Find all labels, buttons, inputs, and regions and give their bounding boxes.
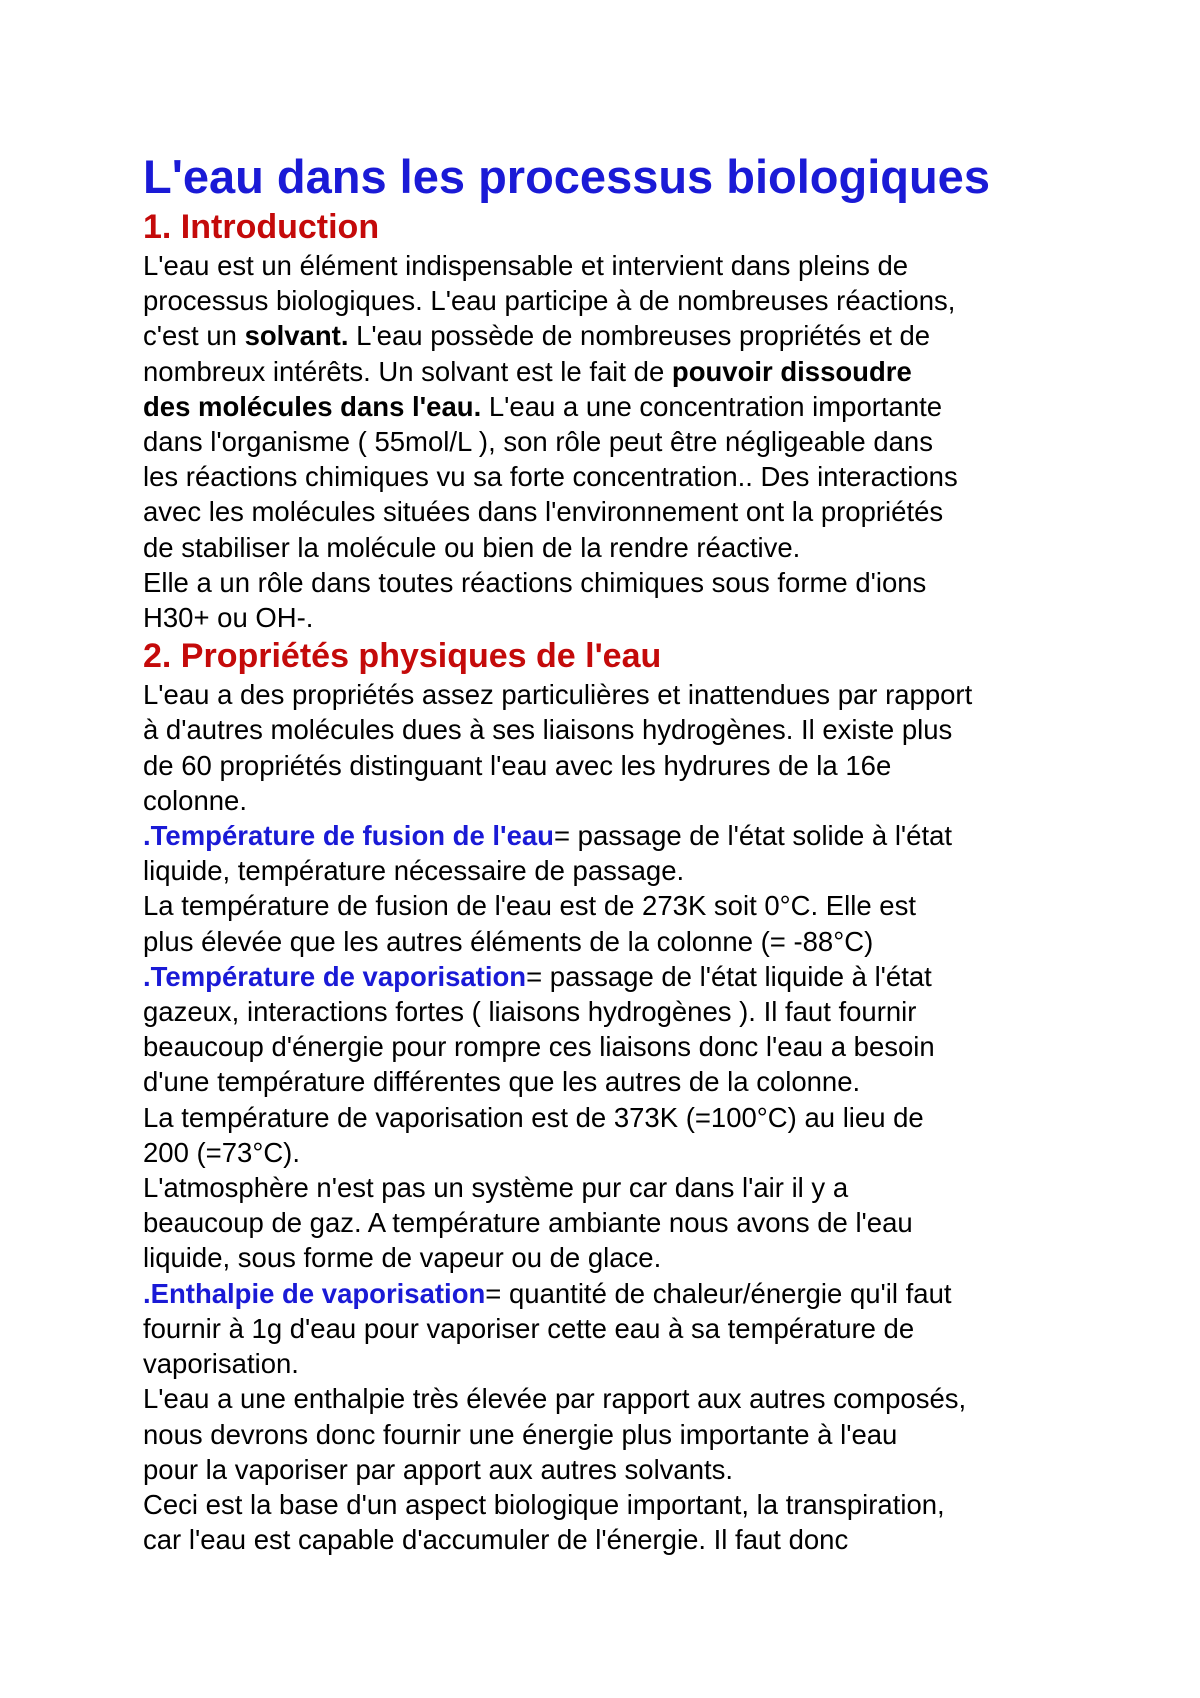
text-segment: liquide, sous forme de vapeur ou de glace. [143, 1242, 662, 1274]
text-segment: 200 (=73°C). [143, 1136, 300, 1168]
text-segment: de 60 propriétés distinguant l'eau avec les hydrures de la 16e [143, 749, 892, 781]
text-line [143, 1487, 1083, 1522]
text-line [143, 677, 1083, 712]
text-line [143, 1346, 1083, 1381]
text-segment: L'eau a une enthalpie très élevée par rapport aux autres composés, [143, 1383, 967, 1415]
text-segment: plus élevée que les autres éléments de la colonne (= -88°C) [143, 925, 874, 957]
text-line [143, 1417, 1083, 1452]
text-segment: processus biologiques. L'eau participe à de nombreuses réactions, [143, 285, 956, 317]
text-line [143, 994, 1083, 1029]
text-line [143, 818, 1083, 853]
text-segment: fournir à 1g d'eau pour vaporiser cette eau à sa température de [143, 1312, 915, 1344]
text-segment: à d'autres molécules dues à ses liaisons hydrogènes. Il existe plus [143, 714, 953, 746]
text-line [143, 1381, 1083, 1416]
text-line [143, 1135, 1083, 1170]
text-segment: L'atmosphère n'est pas un système pur car dans l'air il y a [143, 1172, 849, 1204]
text-segment: d'une température différentes que les autres de la colonne. [143, 1066, 861, 1098]
bold-text: pouvoir dissoudre [671, 355, 912, 387]
text-segment: les réactions chimiques vu sa forte concentration.. Des interactions [143, 461, 958, 493]
text-segment: = passage de l'état solide à l'état [553, 820, 953, 852]
bold-text: solvant. [244, 320, 349, 352]
text-line [143, 1029, 1083, 1064]
text-line [143, 1205, 1083, 1240]
text-segment: = quantité de chaleur/énergie qu'il faut [485, 1277, 952, 1309]
text-segment: c'est un [143, 320, 245, 352]
text-line [143, 248, 1083, 283]
text-segment: car l'eau est capable d'accumuler de l'énergie. Il faut donc [143, 1524, 849, 1556]
text-line [143, 389, 1083, 424]
text-segment: L'eau est un élément indispensable et intervient dans pleins de [143, 250, 909, 281]
text-segment: de stabiliser la molécule ou bien de la rendre réactive. [143, 531, 801, 563]
text-line [143, 1240, 1083, 1275]
text-line [143, 318, 1083, 353]
text-segment: L'eau possède de nombreuses propriétés et de [348, 320, 931, 352]
page-title: L'eau dans les processus biologiques [143, 150, 990, 203]
definition-term: .Enthalpie de vaporisation [143, 1277, 486, 1309]
text-segment: colonne. [143, 784, 247, 816]
text-line [143, 783, 1083, 818]
text-segment: avec les molécules situées dans l'environnement ont la propriétés [143, 496, 944, 528]
text-line [143, 1100, 1083, 1135]
definition-term: .Température de vaporisation [143, 960, 527, 992]
text-line [143, 354, 1083, 389]
text-line [143, 424, 1083, 459]
section-heading-proprietes-physiques: 2. Propriétés physiques de l'eau [143, 637, 662, 676]
text-line [143, 494, 1083, 529]
document-page [143, 148, 1083, 1557]
bold-text: des molécules dans l'eau. [143, 390, 482, 422]
text-segment: vaporisation. [143, 1348, 299, 1380]
text-segment: L'eau a des propriétés assez particulières et inattendues par rapport [143, 679, 973, 711]
text-segment: pour la vaporiser par apport aux autres solvants. [143, 1453, 734, 1485]
section-body-introduction [143, 248, 1083, 635]
text-line [143, 1064, 1083, 1099]
text-line [143, 1522, 1083, 1557]
text-segment: nous devrons donc fournir une énergie plus importante à l'eau [143, 1418, 898, 1450]
text-line [143, 1170, 1083, 1205]
text-line [143, 530, 1083, 565]
definition-term: .Température de fusion de l'eau [143, 820, 554, 852]
section-body-proprietes-physiques [143, 677, 1083, 1557]
text-segment: Ceci est la base d'un aspect biologique important, la transpiration, [143, 1488, 945, 1520]
text-line [143, 748, 1083, 783]
text-line [143, 924, 1083, 959]
text-line [143, 1276, 1083, 1311]
text-segment: beaucoup de gaz. A température ambiante nous avons de l'eau [143, 1207, 913, 1239]
text-line [143, 712, 1083, 747]
text-line [143, 283, 1083, 318]
text-segment: L'eau a une concentration importante [481, 390, 943, 422]
text-segment: beaucoup d'énergie pour rompre ces liaisons donc l'eau a besoin [143, 1031, 935, 1063]
text-line [143, 565, 1083, 600]
text-line [143, 459, 1083, 494]
text-segment: La température de fusion de l'eau est de 273K soit 0°C. Elle est [143, 890, 916, 922]
text-segment: gazeux, interactions fortes ( liaisons hydrogènes ). Il faut fournir [143, 996, 917, 1028]
section-heading-introduction: 1. Introduction [143, 208, 380, 246]
text-line [143, 888, 1083, 923]
text-segment: = passage de l'état liquide à l'état [526, 960, 932, 992]
text-segment: liquide, température nécessaire de passage. [143, 855, 685, 887]
text-line [143, 853, 1083, 888]
text-line [143, 1452, 1083, 1487]
text-segment: H30+ ou OH-. [143, 602, 314, 634]
text-segment: Elle a un rôle dans toutes réactions chimiques sous forme d'ions [143, 566, 927, 598]
text-segment: dans l'organisme ( 55mol/L ), son rôle peut être négligeable dans [143, 426, 933, 458]
text-line [143, 600, 1083, 635]
text-line [143, 959, 1083, 994]
text-segment: nombreux intérêts. Un solvant est le fait de [143, 355, 672, 387]
text-segment: La température de vaporisation est de 373K (=100°C) au lieu de [143, 1101, 924, 1133]
text-line [143, 1311, 1083, 1346]
